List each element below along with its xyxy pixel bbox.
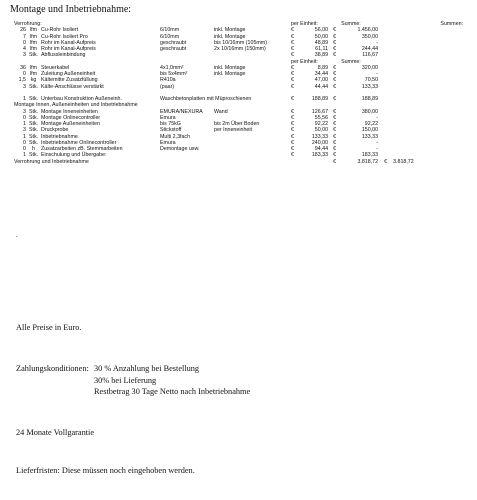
desc-cell: Rohr im Kanal-Aufpreis: [41, 46, 96, 52]
unit-cell: lfm: [29, 46, 38, 52]
desc-cell: Zusatzarbeiten zB. Stemmarbeiten: [41, 146, 123, 152]
unit-cell: lfm: [29, 71, 38, 77]
sum-currency-cell: €: [333, 77, 337, 84]
sum-currency-cell: €: [333, 27, 337, 34]
desc-cell: Kältemitte Zusatzfüllung: [41, 77, 98, 84]
note-cell: inkl. Montage: [214, 33, 246, 40]
qty-cell: 1: [23, 133, 26, 140]
total-sums-cell: 3.818,72: [393, 158, 414, 165]
price-currency-cell: €: [291, 52, 294, 59]
qty-cell: 7: [23, 33, 26, 40]
total-sum-cell: 3.818,72: [357, 158, 379, 165]
sum-header: Summe:: [341, 21, 361, 27]
sum-cell: 70,50: [364, 77, 379, 84]
price-currency-cell: €: [291, 146, 294, 152]
warranty-text: 24 Monate Vollgarantie: [16, 428, 95, 437]
price-cell: 44,44: [314, 83, 329, 90]
desc-cell: Montage Onlinecontroller: [41, 114, 101, 121]
price-currency-cell: €: [291, 108, 294, 115]
price-currency-cell: €: [291, 133, 294, 140]
total-currency-cell: €: [333, 158, 337, 165]
sum-cell: 1.456,00: [357, 27, 379, 34]
qty-cell: 1: [23, 152, 26, 159]
spec-cell: geschraubt: [160, 39, 187, 46]
unit-cell: Stk.: [28, 114, 39, 121]
qty-cell: 3: [23, 52, 26, 59]
price-currency-cell: €: [291, 83, 294, 90]
per-unit-header: per Einheit:: [291, 58, 318, 65]
sum-cell: 188,89: [361, 96, 379, 102]
unit-cell: Stk.: [28, 127, 39, 134]
sum-cell: 350,00: [361, 33, 379, 40]
sum-cell: 150,00: [361, 127, 379, 134]
price-currency-cell: €: [291, 64, 294, 71]
sum-currency-cell: €: [333, 96, 337, 102]
qty-cell: 3: [23, 83, 26, 90]
unit-cell: lfm: [29, 64, 38, 71]
qty-cell: 3: [23, 108, 26, 115]
note-cell: inkl. Montage: [214, 71, 246, 77]
sum-cell: 183,33: [361, 152, 379, 159]
desc-cell: Zuleitung Außeneinheit: [41, 71, 96, 77]
spec-cell: 6/10mm: [160, 33, 180, 40]
sum-currency-cell: €: [333, 33, 337, 40]
qty-cell: 3: [23, 127, 26, 134]
sum-currency-cell: €: [333, 127, 337, 134]
price-cell: 183,33: [311, 152, 329, 159]
desc-cell: Steuerkabel: [41, 64, 70, 71]
unit-cell: kg: [30, 77, 37, 84]
total-label: Verrohrung und Inbetriebnahme: [14, 158, 89, 165]
spec-cell: Demontage usw.: [160, 146, 200, 152]
sum-cell: 133,33: [361, 83, 379, 90]
desc-cell: Inbetriebnahme Onlinecontroller: [41, 139, 117, 146]
spec-cell: Waschbetonplatten mit Müproschienen: [160, 96, 252, 102]
note-cell: inkl. Montage: [214, 27, 246, 34]
payment-label: Zahlungskonditionen:: [16, 364, 89, 373]
qty-cell: 0: [23, 139, 26, 146]
payment-line-3: Restbetrag 30 Tage Netto nach Inbetriebnahme: [94, 387, 251, 396]
sum-currency-cell: €: [333, 146, 337, 152]
sum-cell: -: [376, 146, 379, 152]
sum-cell: 92,22: [364, 121, 379, 127]
desc-cell: Montage Inneneinheiten: [41, 108, 98, 115]
cost-table: [14, 21, 463, 165]
sum-currency-cell: €: [333, 83, 337, 90]
desc-cell: Cu-Rohr Isoliert: [41, 27, 79, 34]
sum-currency-cell: €: [333, 121, 337, 127]
price-cell: 55,56: [314, 114, 329, 121]
price-cell: 34,44: [314, 71, 329, 77]
spec-cell: 6/10mm: [160, 27, 180, 34]
document-title: Montage und Inbetriebnahme:: [10, 4, 132, 15]
sum-cell: -: [376, 114, 379, 121]
unit-cell: lfm: [29, 33, 38, 40]
price-currency-cell: €: [291, 139, 294, 146]
price-currency-cell: €: [291, 46, 294, 52]
price-cell: 38,89: [314, 52, 329, 59]
sum-header: Summe:: [341, 58, 361, 65]
unit-cell: Stk.: [28, 52, 39, 59]
unit-cell: h: [32, 146, 35, 152]
spec-cell: Multi 2,3fach: [160, 133, 191, 140]
payment-line-2: 30% bei Lieferung: [94, 376, 157, 385]
desc-cell: Montage Außeneinheiten: [41, 121, 100, 127]
qty-cell: 0: [23, 146, 26, 152]
price-cell: 92,22: [314, 121, 329, 127]
sum-cell: -: [376, 39, 379, 46]
sum-currency-cell: €: [333, 46, 337, 52]
qty-cell: 0: [23, 39, 26, 46]
price-cell: 188,89: [311, 96, 329, 102]
spec-cell: Emura: [160, 139, 176, 146]
prices-note: Alle Preise in Euro.: [16, 323, 82, 332]
sum-cell: -: [376, 71, 379, 77]
spec-cell: geschraubt: [160, 46, 187, 52]
sums-header: Summen:: [440, 21, 464, 27]
total-row: [14, 159, 463, 165]
note-cell: Wand: [214, 108, 228, 115]
sum-currency-cell: €: [333, 133, 337, 140]
price-cell: 126,67: [311, 108, 329, 115]
price-currency-cell: €: [291, 127, 294, 134]
spec-cell: bis 5x4mm²: [160, 71, 188, 77]
unit-cell: Stk.: [28, 96, 39, 102]
desc-cell: Unterbau Konstruktion Außeneinh.: [41, 96, 122, 102]
qty-cell: 0: [23, 71, 26, 77]
price-cell: 8,89: [317, 64, 329, 71]
desc-cell: Abflussleinbindung: [41, 52, 86, 59]
price-cell: 94,44: [314, 146, 329, 152]
price-cell: 47,00: [314, 77, 329, 84]
price-cell: 48,89: [314, 39, 329, 46]
unit-cell: Stk.: [28, 133, 39, 140]
sum-cell: 244,44: [361, 46, 379, 52]
note-cell: bis 10/16mm (105mm): [214, 39, 267, 46]
note-cell: bis 2m Über Boden: [214, 121, 260, 127]
note-cell: 2x 10/16mm (150mm): [214, 46, 266, 52]
unit-cell: Stk.: [28, 83, 39, 90]
price-cell: 61,11: [315, 46, 329, 52]
price-cell: 133,33: [311, 133, 329, 140]
sum-currency-cell: €: [333, 64, 337, 71]
desc-cell: Cu-Rohr Isoliert Pro: [41, 33, 88, 40]
sum-currency-cell: €: [333, 39, 337, 46]
sum-cell: 116,67: [362, 52, 379, 59]
spec-cell: bis 75kG: [160, 121, 181, 127]
unit-cell: Stk.: [28, 152, 39, 159]
price-currency-cell: €: [291, 114, 294, 121]
spec-cell: Stickstoff: [160, 127, 182, 134]
spec-cell: EMURA/NEXURA: [160, 108, 203, 115]
unit-cell: lfm: [29, 27, 38, 34]
price-currency-cell: €: [291, 121, 294, 127]
price-cell: 50,00: [314, 33, 329, 40]
price-currency-cell: €: [291, 39, 294, 46]
spec-cell: (paar): [160, 83, 175, 90]
price-cell: 240,00: [311, 139, 329, 146]
sum-currency-cell: €: [333, 152, 337, 159]
sum-cell: 133,33: [361, 133, 379, 140]
desc-cell: Kälte-Anschlüsse verstärkt: [41, 83, 104, 90]
unit-cell: Stk.: [28, 108, 39, 115]
qty-cell: 36: [20, 64, 26, 71]
sum-currency-cell: €: [333, 71, 337, 77]
sum-cell: 320,00: [361, 64, 379, 71]
stray-dot: .: [16, 231, 18, 239]
section-heading: Montage Innen, Außeneinheiten und Inbetriebnahme: [14, 102, 138, 109]
delivery-text: Lieferfristen: Diese müssen noch eingehoben werden.: [16, 466, 195, 475]
sum-cell: 380,00: [361, 108, 379, 115]
sum-currency-cell: €: [333, 52, 337, 59]
spec-cell: Emura: [160, 114, 176, 121]
price-currency-cell: €: [291, 33, 294, 40]
unit-cell: lfm: [29, 39, 38, 46]
price-cell: 56,00: [314, 27, 329, 34]
sum-cell: -: [376, 139, 379, 146]
note-cell: per Inneneinheit: [214, 127, 252, 134]
price-cell: 50,00: [314, 127, 329, 134]
desc-cell: Einschulung und Übergabe:: [41, 152, 107, 159]
per-unit-header: per Einheit:: [291, 21, 318, 27]
qty-cell: 1: [23, 96, 26, 102]
sum-currency-cell: €: [333, 114, 337, 121]
total-sums-currency-cell: €: [384, 158, 388, 165]
sum-currency-cell: €: [333, 139, 337, 146]
price-currency-cell: €: [291, 96, 294, 102]
desc-cell: Rohr im Kanal-Aufpreis: [41, 39, 96, 46]
sum-currency-cell: €: [333, 108, 337, 115]
qty-cell: 4: [23, 46, 26, 52]
price-currency-cell: €: [291, 27, 294, 34]
desc-cell: Druckprobe: [41, 127, 69, 134]
price-currency-cell: €: [291, 152, 294, 159]
spec-cell: 4x1,0mm²: [160, 64, 184, 71]
qty-cell: 26: [20, 27, 26, 34]
note-cell: inkl. Montage: [214, 64, 246, 71]
qty-cell: 1,5: [18, 77, 26, 84]
unit-cell: Stk.: [28, 139, 39, 146]
unit-cell: Stk.: [28, 121, 39, 127]
price-currency-cell: €: [291, 77, 294, 84]
desc-cell: Inbetriebnahme: [41, 133, 78, 140]
price-currency-cell: €: [291, 71, 294, 77]
section-heading: Verrohrung:: [14, 21, 42, 27]
spec-cell: R410a: [160, 77, 176, 84]
payment-line-1: 30 % Anzahlung bei Bestellung: [94, 364, 200, 373]
qty-cell: 1: [23, 121, 26, 127]
qty-cell: 0: [23, 114, 26, 121]
